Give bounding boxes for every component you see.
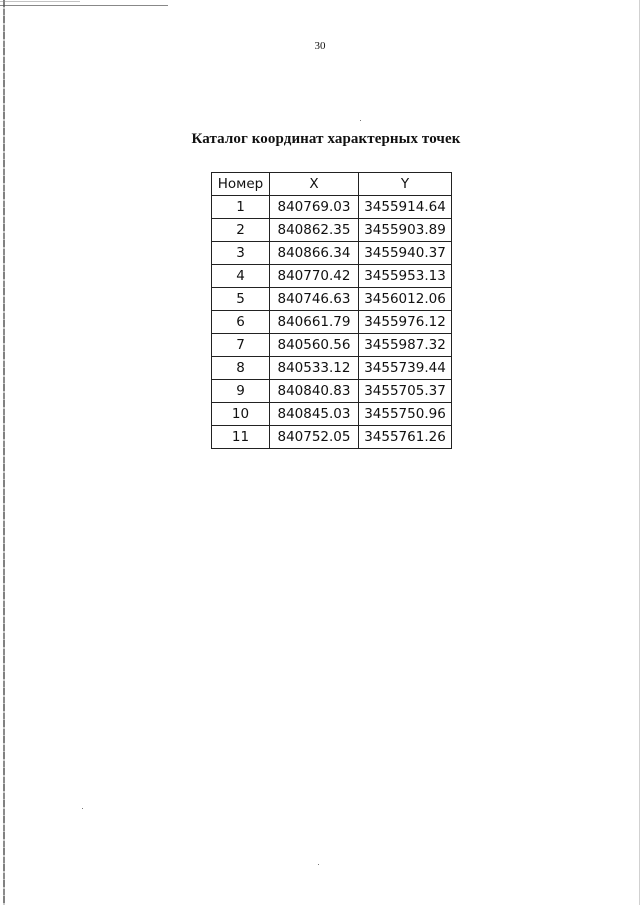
scan-speck <box>318 864 319 865</box>
page-number: 30 <box>314 40 326 52</box>
cell-x: 840840.83 <box>270 380 359 403</box>
cell-x: 840661.79 <box>270 311 359 334</box>
cell-number: 4 <box>212 265 270 288</box>
cell-y: 3455987.32 <box>359 334 452 357</box>
cell-y: 3455705.37 <box>359 380 452 403</box>
header-x: X <box>270 173 359 196</box>
scan-speck <box>82 808 83 809</box>
header-y: Y <box>359 173 452 196</box>
table-row <box>212 219 452 242</box>
cell-x: 840560.56 <box>270 334 359 357</box>
table-row <box>212 403 452 426</box>
table-row <box>212 242 452 265</box>
cell-y: 3455739.44 <box>359 357 452 380</box>
document-title: Каталог координат характерных точек <box>191 131 461 147</box>
cell-y: 3455976.12 <box>359 311 452 334</box>
cell-number: 2 <box>212 219 270 242</box>
cell-x: 840746.63 <box>270 288 359 311</box>
table-row <box>212 311 452 334</box>
cell-y: 3455750.96 <box>359 403 452 426</box>
cell-x: 840752.05 <box>270 426 359 449</box>
table-row <box>212 357 452 380</box>
coordinates-table <box>211 172 452 449</box>
table-header-row <box>212 173 452 196</box>
table-row <box>212 196 452 219</box>
table-row <box>212 426 452 449</box>
cell-number: 1 <box>212 196 270 219</box>
cell-number: 7 <box>212 334 270 357</box>
cell-number: 5 <box>212 288 270 311</box>
cell-number: 11 <box>212 426 270 449</box>
cell-y: 3455761.26 <box>359 426 452 449</box>
table-row <box>212 288 452 311</box>
cell-y: 3456012.06 <box>359 288 452 311</box>
cell-x: 840769.03 <box>270 196 359 219</box>
cell-x: 840770.42 <box>270 265 359 288</box>
cell-y: 3455953.13 <box>359 265 452 288</box>
cell-x: 840862.35 <box>270 219 359 242</box>
table-row <box>212 265 452 288</box>
cell-y: 3455903.89 <box>359 219 452 242</box>
cell-x: 840533.12 <box>270 357 359 380</box>
scan-top-edge <box>0 5 168 6</box>
header-number: Номер <box>212 173 270 196</box>
cell-number: 3 <box>212 242 270 265</box>
table-row <box>212 380 452 403</box>
cell-number: 8 <box>212 357 270 380</box>
table-row <box>212 334 452 357</box>
cell-x: 840845.03 <box>270 403 359 426</box>
cell-x: 840866.34 <box>270 242 359 265</box>
scan-top-edge-secondary <box>0 1 80 2</box>
scan-speck <box>360 120 361 121</box>
cell-y: 3455940.37 <box>359 242 452 265</box>
cell-number: 9 <box>212 380 270 403</box>
cell-y: 3455914.64 <box>359 196 452 219</box>
cell-number: 6 <box>212 311 270 334</box>
cell-number: 10 <box>212 403 270 426</box>
